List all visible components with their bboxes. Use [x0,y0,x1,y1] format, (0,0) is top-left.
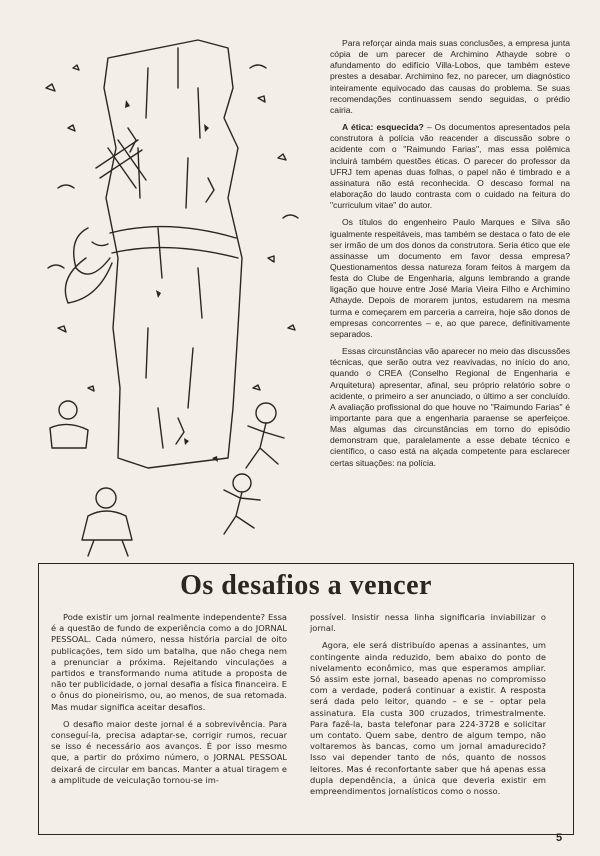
boxed-article [38,563,574,835]
boxed-article-column-right [310,612,546,803]
building-collapse-cartoon [28,28,320,560]
boxed-article-paragraph: Agora, ele será distribuído apenas a assinantes, um contingente ainda reduzido, bem abaixo do ponto de nivelamento econômico, mas que esperamos ampliar. Só assim este jornal, baseado apenas no compromisso com a verdade, poderá continuar a existir. A resposta será dada pelo leitor, quando – e se – optar pela assinatura. Ela custa 300 cruzados, trimestralmente. Para fazê-la, basta telefonar para 224-3728 e solicitar um contato. Quem sabe, dentro de algum tempo, não voltaremos às bancas, como um jornal amadurecido? Isso vai depender tanto de nós, quanto de nossos leitores. Mas é reconfortante saber que há apenas essa dupla dependência, a única que deveria existir em empreendimentos jornalísticos como o nosso. [310,640,546,797]
boxed-article-paragraph: O desafio maior deste jornal é a sobrevivência. Para conseguí-la, precisa adaptar-se, corrigir rumos, recuar se isso é necessário aos avanços. É por isso mesmo que, a partir do próximo número, o JORNAL PESSOAL deixará de circular em bancas. Manter a atual tiragem e a amplitude de veiculação tornou-se im- [51,718,287,785]
boxed-article-headline: Os desafios a vencer [180,570,432,601]
boxed-article-column-left [51,612,287,792]
boxed-article-paragraph: possível. Insistir nessa linha significaria inviabilizar o jornal. [310,612,546,634]
article-paragraph: Para reforçar ainda mais suas conclusões, a empresa junta cópia de um parecer de Archimino Athayde sobre o afundamento do edifício Villa-Lobos, que também esteve prestes a desabar. Archimino fez, no parecer, um diagnóstico inteiramente equivocado das causas do problema. Se suas recomendações continuassem sendo seguidas, o prédio cairia. [330,38,570,115]
article-paragraph: Os títulos do engenheiro Paulo Marques e Silva são igualmente respeitáveis, mas também se destaca o fato de ele ser irmão de um dos donos da construtora. Seria ético que ele assinasse um documento em favor dessa empresa? Questionamentos dessa natureza foram feitos à margem da festa do Clube de Engenharia, alguns lembrando a grande ligação que houve entre José Maria Vieira Filho e Archimino Athayde. Depois de morarem juntos, estudarem na mesma turma e começarem em parceria a carreira, hoje são donos de empresas concorrentes – e, ao que parece, definitivamente separados. [330,217,570,339]
page-number: 5 [556,832,563,844]
article-paragraph: A ética: esquecida? – Os documentos apresentados pela construtora à polícia vão reacender a discussão sobre o acidente com o "Raimundo Farias", mas essa polêmica incluirá também questões éticas. O parecer do professor da UFRJ tem apenas duas folhas, o papel não é timbrado e a assinatura não está reconhecida. O descaso formal na elaboração do laudo contrasta com o cuidado na feitura do "curriculum vitae" do autor. [330,122,570,211]
boxed-article-paragraph: Pode existir um jornal realmente independente? Essa é a questão de fundo de experiência como a do JORNAL PESSOAL. Cada número, nessa história parcial de oito publicações, tem sido um batalha, que não chega nem a prenunciar a próxima. Rejeitando vinculações a partidos e transformando numa atitude a proposta de não ter publicidade, o jornal desafia a física financeira. E o ônus do pioneirismo, ou, ao menos, de sua retomada. Mas mudar significa aceitar desafios. [51,612,287,712]
article-paragraph: Essas circunstâncias vão aparecer no meio das discussões técnicas, que serão outra vez reavivadas, no início do ano, quando o CREA (Conselho Regional de Engenharia e Arquitetura) apresentar, afinal, seu próprio relatório sobre o acidente, o primeiro a ser anunciado, o último a ser concluído. A avaliação profissional do que houve no "Raimundo Farias" é importante para que a engenharia paraense se aperfeiçoe. Mas algumas das circunstâncias em torno do episódio demonstram que, paralelamente a esse debate técnico e científico, o caso está na alçada competente para esclarecer certas situações: na polícia. [330,346,570,468]
article-column [330,38,570,475]
article-subheading: A ética: esquecida? [342,122,424,133]
